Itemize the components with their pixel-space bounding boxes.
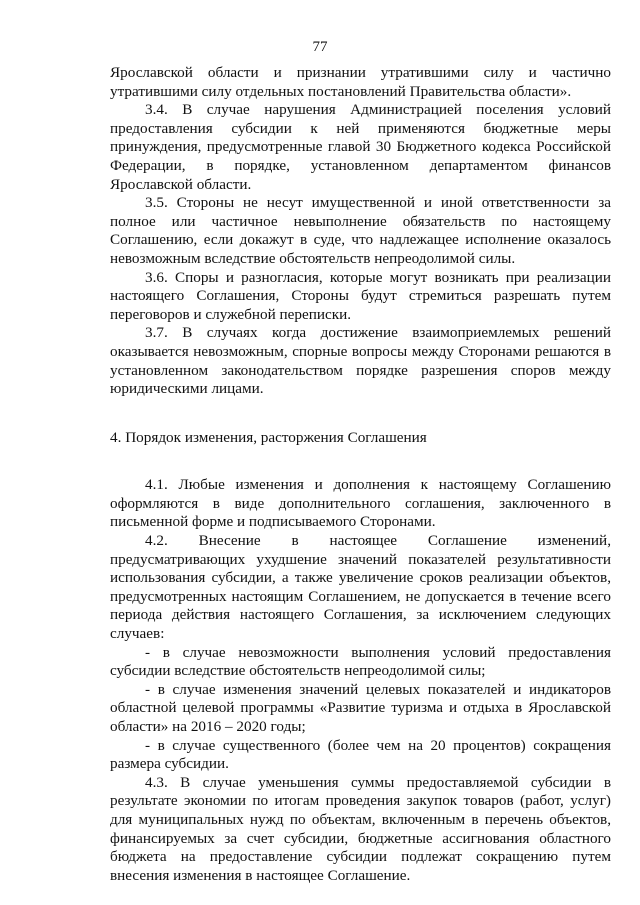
paragraph-p3-6: 3.6. Споры и разногласия, которые могут возникать при реализации настоящего Соглашения, Стороны будут стремиться разрешать путем переговоров и служебной переписки. — [110, 268, 611, 323]
page-number: 77 — [312, 39, 328, 55]
paragraph-p4-1: 4.1. Любые изменения и дополнения к настоящему Соглашению оформляются в виде дополнительного соглашения, заключенного в письменной форме и подписываемого Сторонами. — [110, 476, 611, 531]
paragraph-b2: - в случае изменения значений целевых показателей и индикаторов областной целевой программы «Развитие туризма и отдыха в Ярославской области» на 2016 – 2020 годы; — [110, 680, 611, 735]
paragraph-p3-7: 3.7. В случаях когда достижение взаимоприемлемых решений оказывается невозможным, спорные вопросы между Сторонами решаются в установленном законодательством порядке разрешения споров между юридическими лицами. — [110, 324, 611, 398]
paragraph-cont: Ярославской области и признании утратившими силу и частично утратившими силу отдельных постановлений Правительства области». — [110, 64, 611, 100]
paragraph-p4-3: 4.3. В случае уменьшения суммы предоставляемой субсидии в результате экономии по итогам проведения закупок товаров (работ, услуг) для муниципальных нужд по объектам, включенным в перечень объектов, финансируемых за счет субсидии, бюджетные ассигнования областного бюджета на предоставление субсидии подлежат сокращению путем внесения изменения в настоящее Соглашение. — [110, 773, 611, 884]
paragraph-p3-5: 3.5. Стороны не несут имущественной и иной ответственности за полное или частичное невыполнение обязательств по настоящему Соглашению, если докажут в суде, что надлежащее исполнение оказалось невозможным вследствие обстоятельств непреодолимой силы. — [110, 194, 611, 267]
paragraph-p4-2: 4.2. Внесение в настоящее Соглашение изменений, предусматривающих ухудшение значений показателей результативности использования субсидии, а также увеличение сроков реализации объектов, предусмотренных настоящим Соглашением, не допускается в течение всего периода действия настоящего Соглашения, за исключением следующих случаев: — [110, 532, 611, 643]
section-heading: 4. Порядок изменения, расторжения Соглашения — [110, 428, 427, 446]
paragraph-b3: - в случае существенного (более чем на 20 процентов) сокращения размера субсидии. — [110, 736, 611, 773]
paragraph-p3-4: 3.4. В случае нарушения Администрацией поселения условий предоставления субсидии к ней применяются бюджетные меры принуждения, предусмотренные главой 30 Бюджетного кодекса Российской Федерации, в порядке, установленном департаментом финансов Ярославской области. — [110, 101, 611, 193]
paragraphs-after — [110, 476, 611, 885]
paragraphs-before — [110, 64, 611, 399]
document-body — [110, 64, 611, 885]
paragraph-b1: - в случае невозможности выполнения условий предоставления субсидии вследствие обстоятельств непреодолимой силы; — [110, 643, 611, 680]
